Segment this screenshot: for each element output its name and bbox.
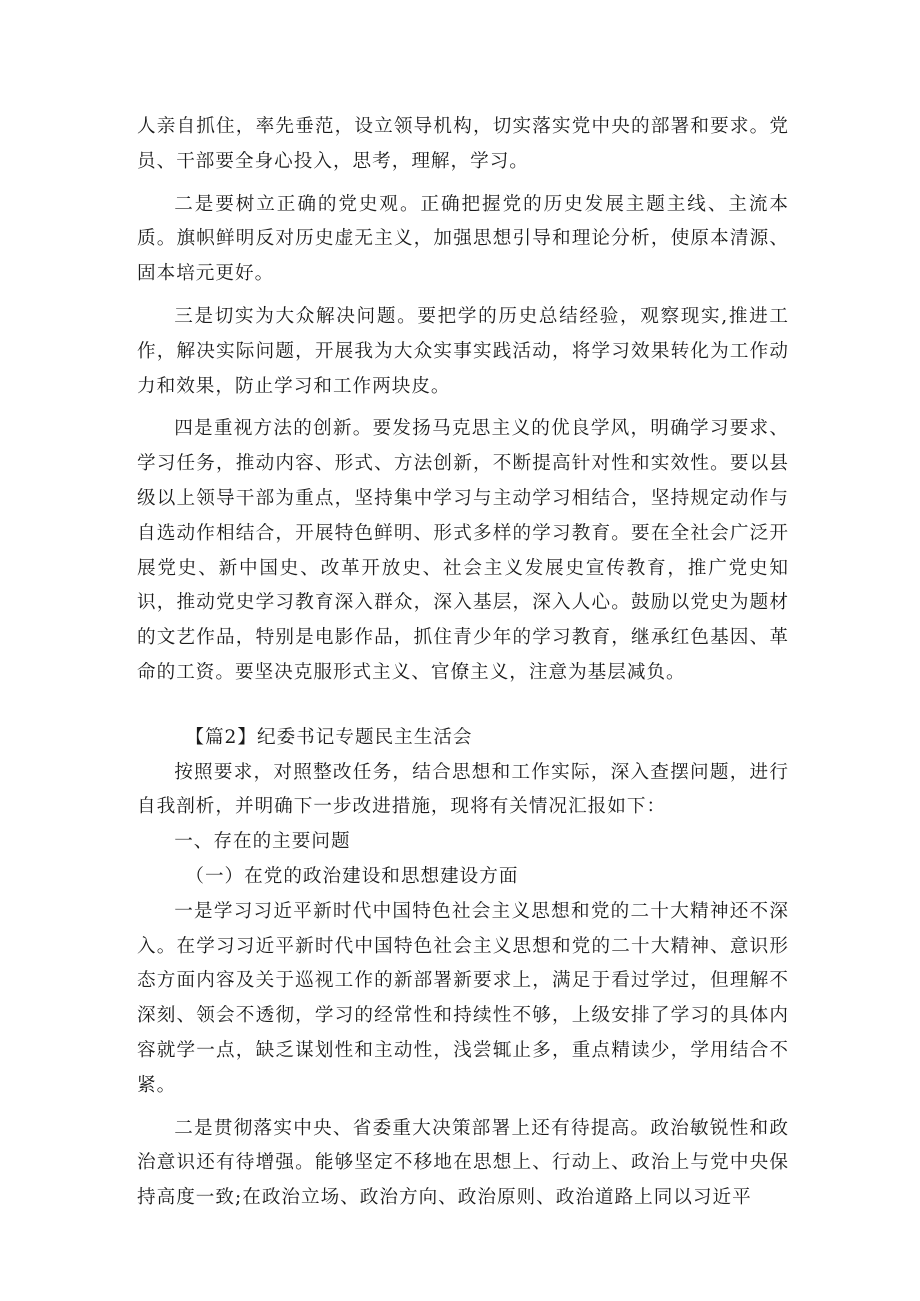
paragraph-problem-one: 一是学习习近平新时代中国特色社会主义思想和党的二十大精神还不深入。在学习习近平新时代中国特色社会主义思想和党的二十大精神、意识形态方面内容及关于巡视工作的新部署新要求上，满足于看过学过，但理解不深刻、领会不透彻，学习的经常性和持续性不够，上级安排了学习的具体内容就学一点，缺乏谋划性和主动性，浅尝辄止多，重点精读少，学用结合不紧。 (137, 900, 789, 1096)
paragraph-intro: 按照要求，对照整改任务，结合思想和工作实际，深入查摆问题，进行自我剖析，并明确下一步改进措施，现将有关情况汇报如下： (137, 761, 789, 818)
paragraph-point-two: 二是要树立正确的党史观。正确把握党的历史发展主题主线、主流本质。旗帜鲜明反对历史虚无主义，加强思想引导和理论分析，使原本清源、固本培元更好。 (137, 193, 789, 285)
subheading-political-construction: （一）在党的政治建设和思想建设方面 (185, 865, 519, 887)
subheading-main-problems: 一、存在的主要问题 (174, 831, 351, 853)
document-body (137, 110, 789, 1216)
paragraph-point-three: 三是切实为大众解决问题。要把学的历史总结经验，观察现实,推进工作，解决实际问题，开展我为大众实事实践活动，将学习效果转化为工作动力和效果，防止学习和工作两块皮。 (137, 305, 789, 397)
paragraph-continuation: 人亲自抓住，率先垂范，设立领导机构，切实落实党中央的部署和要求。党员、干部要全身心投入，思考，理解，学习。 (137, 116, 789, 172)
paragraph-problem-two: 二是贯彻落实中央、省委重大决策部署上还有待提高。政治敏锐性和政治意识还有待增强。能够坚定不移地在思想上、行动上、政治上与党中央保持高度一致;在政治立场、政治方向、政治原则、政治道路上同以习近平 (137, 1117, 789, 1209)
paragraph-point-four: 四是重视方法的创新。要发扬马克思主义的优良学风，明确学习要求、学习任务，推动内容、形式、方法创新，不断提高针对性和实效性。要以县级以上领导干部为重点，坚持集中学习与主动学习相结合，坚持规定动作与自选动作相结合，开展特色鲜明、形式多样的学习教育。要在全社会广泛开展党史、新中国史、改革开放史、社会主义发展史宣传教育，推广党史知识，推动党史学习教育深入群众，深入基层，深入人心。鼓励以党史为题材的文艺作品，特别是电影作品，抓住青少年的学习教育，继承红色基因、革命的工资。要坚决克服形式主义、官僚主义，注意为基层减负。 (137, 418, 789, 683)
section-heading: 【篇2】纪委书记专题民主生活会 (185, 726, 473, 748)
